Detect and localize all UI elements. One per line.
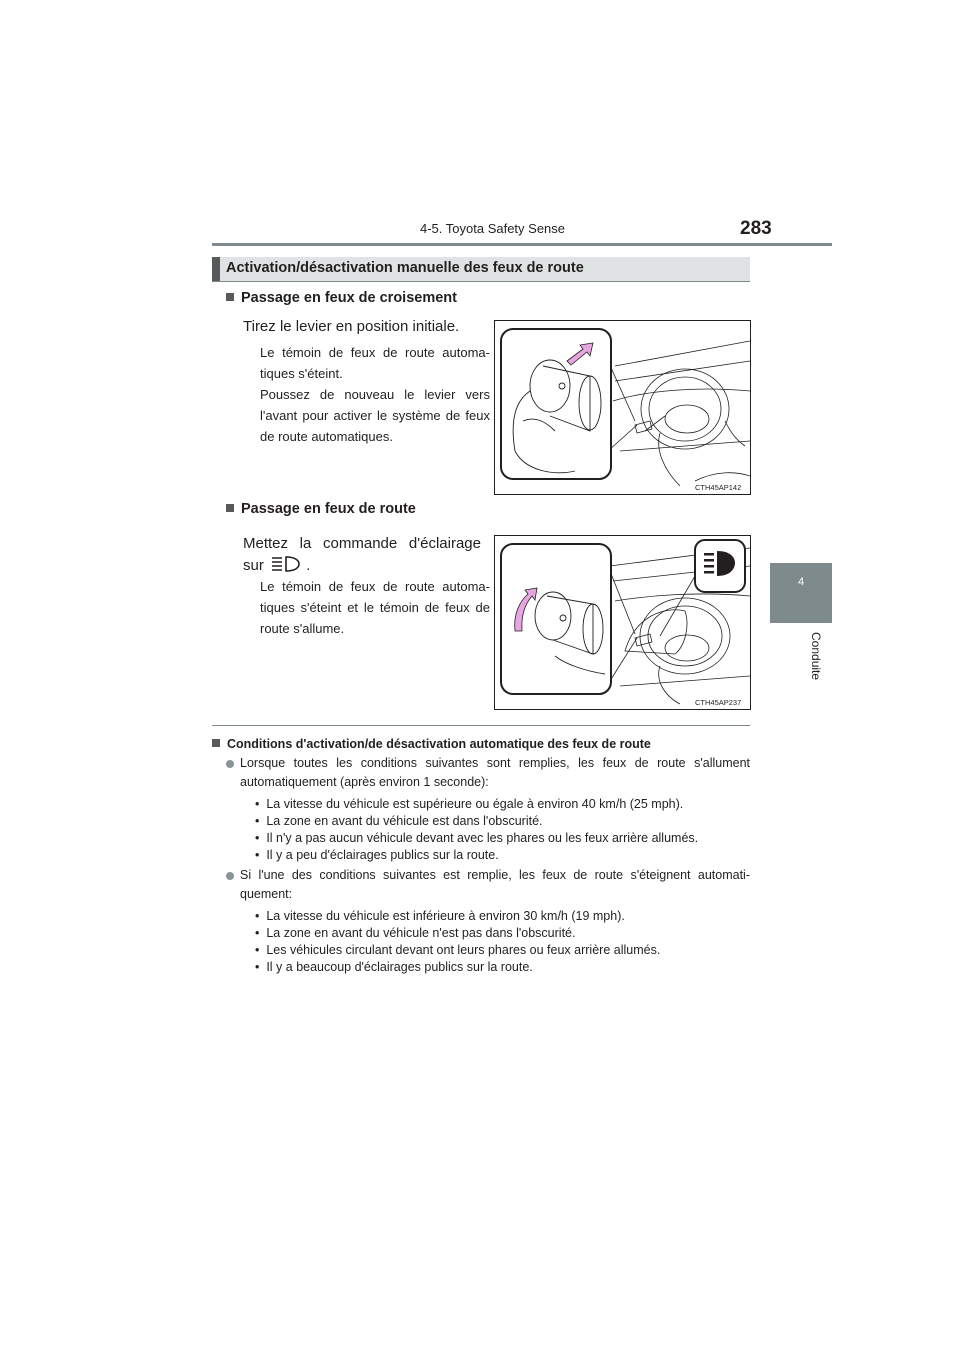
- square-marker-icon: [212, 739, 220, 747]
- list-item: • Il n'y a pas aucun véhicule devant avec les phares ou les feux arrière allumés.: [255, 831, 699, 845]
- figure-code: CTH45AP237: [695, 698, 742, 707]
- chapter-number: 4: [797, 576, 805, 588]
- list-item: • La vitesse du véhicule est supérieure ou égale à environ 40 km/h (25 mph).: [255, 797, 684, 811]
- high-beam-note: Le témoin de feux de route automa-tiques s'éteint et le témoin de feux de route s'allume.: [260, 579, 490, 636]
- low-beam-step: Tirez le levier en position initiale.: [243, 318, 460, 335]
- circle-bullet-icon: [226, 872, 234, 880]
- high-beam-figure: [494, 535, 751, 710]
- square-marker-icon: [226, 293, 234, 301]
- high-beam-illustration: [495, 536, 750, 709]
- low-beam-figure: [494, 320, 751, 495]
- list-item: • Il y a peu d'éclairages publics sur la route.: [255, 848, 499, 862]
- banner-bar: [212, 257, 220, 281]
- headlight-high-beam-icon: [268, 555, 302, 573]
- page-number: 283: [740, 218, 772, 239]
- circle-bullet-icon: [226, 760, 234, 768]
- list-item: • Il y a beaucoup d'éclairages publics sur la route.: [255, 960, 533, 974]
- section-banner: [212, 257, 750, 281]
- high-beam-heading: Passage en feux de route: [226, 501, 416, 517]
- low-beam-heading: Passage en feux de croisement: [226, 290, 457, 306]
- deactivation-list: [255, 908, 750, 976]
- list-item: • Les véhicules circulant devant ont leurs phares ou feux arrière allumés.: [255, 943, 661, 957]
- section-title: Activation/désactivation manuelle des feux de route: [226, 260, 584, 276]
- low-beam-note-2: Poussez de nouveau le levier vers l'avant pour activer le système de feux de route automatiques.: [260, 387, 490, 444]
- chapter-tab: [770, 563, 832, 623]
- deactivation-intro: Si l'une des conditions suivantes est remplie, les feux de route s'éteignent automati-quement:: [240, 868, 750, 901]
- conditions-heading: Conditions d'activation/de désactivation automatique des feux de route: [212, 737, 651, 751]
- square-marker-icon: [226, 504, 234, 512]
- list-item: • La zone en avant du véhicule est dans l'obscurité.: [255, 814, 543, 828]
- conditions-rule: [212, 725, 750, 726]
- high-beam-step: Mettez la commande d'éclairage sur .: [243, 535, 481, 574]
- low-beam-note-1: Le témoin de feux de route automa-tiques s'éteint.: [260, 345, 490, 381]
- activation-list: [255, 796, 750, 864]
- header-rule: [212, 243, 832, 246]
- section-underline: [212, 281, 750, 282]
- list-item: • La vitesse du véhicule est inférieure à environ 30 km/h (19 mph).: [255, 909, 625, 923]
- low-beam-illustration: [495, 321, 750, 494]
- list-item: • La zone en avant du véhicule n'est pas dans l'obscurité.: [255, 926, 576, 940]
- figure-code: CTH45AP142: [695, 483, 742, 492]
- header-section-title: 4-5. Toyota Safety Sense: [420, 221, 566, 236]
- chapter-label: Conduite: [809, 632, 823, 681]
- activation-intro: Lorsque toutes les conditions suivantes sont remplies, les feux de route s'allument automatiquement (après environ 1 seconde):: [240, 756, 750, 789]
